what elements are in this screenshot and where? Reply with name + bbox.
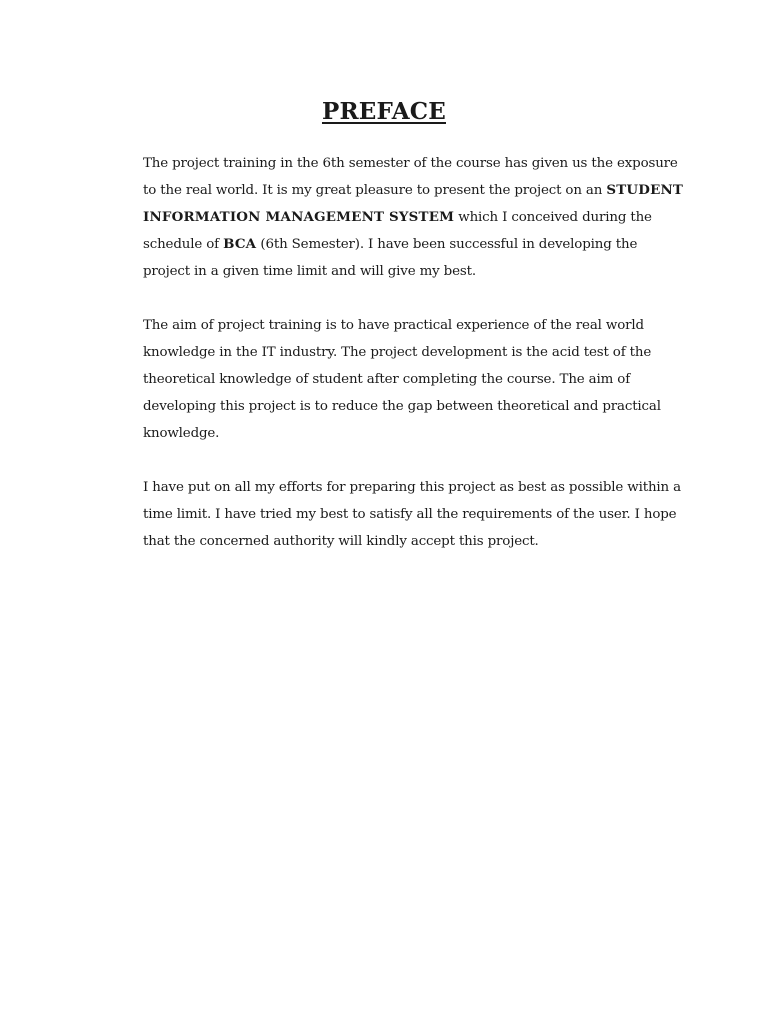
paragraph-line: knowledge in the IT industry. The project development is the acid test of the: [143, 345, 652, 360]
paragraph-intro: [143, 150, 684, 285]
page-title-text: PREFACE: [321, 98, 446, 125]
paragraph-line: theoretical knowledge of student after completing the course. The aim of: [143, 372, 631, 387]
paragraph-line: knowledge.: [143, 426, 220, 441]
paragraph-line: I have put on all my efforts for preparing this project as best as possible within a: [143, 480, 681, 495]
paragraph-line: time limit. I have tried my best to satisfy all the requirements of the user. I hope: [143, 507, 677, 522]
bold-project-name: STUDENT: [606, 182, 684, 198]
text-run: (6th Semester). I have been successful in developing the: [256, 237, 638, 252]
paragraph-line: The project training in the 6th semester of the course has given us the exposure: [143, 156, 678, 171]
text-run: schedule of: [143, 237, 224, 252]
text-run: to the real world. It is my great pleasure to present the project on an: [143, 183, 607, 198]
paragraph-line: [143, 231, 638, 258]
page-title: [0, 98, 768, 125]
paragraph-line: developing this project is to reduce the gap between theoretical and practical: [143, 399, 661, 414]
paragraph-line: [143, 177, 684, 204]
paragraph-line: project in a given time limit and will give my best.: [143, 264, 476, 279]
paragraph-efforts: [143, 474, 681, 555]
paragraph-line: The aim of project training is to have practical experience of the real world: [143, 318, 644, 333]
paragraph-line: that the concerned authority will kindly accept this project.: [143, 534, 539, 549]
paragraph-aim: [143, 312, 661, 447]
paragraph-line: [143, 204, 652, 231]
bold-course-name: BCA: [223, 236, 257, 252]
bold-project-name: INFORMATION MANAGEMENT SYSTEM: [143, 209, 455, 225]
text-run: which I conceived during the: [454, 210, 652, 225]
